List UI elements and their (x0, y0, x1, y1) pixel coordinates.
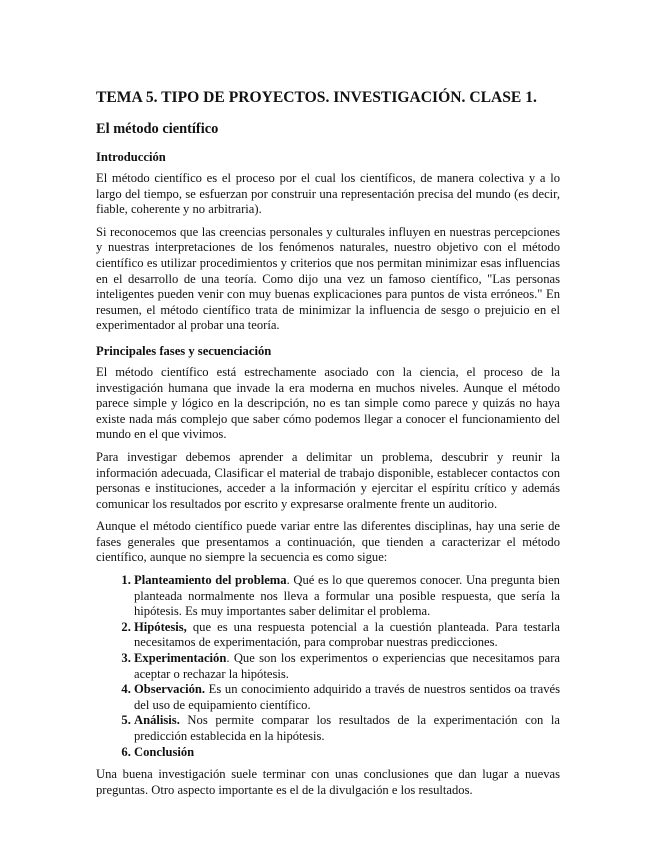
phases-paragraph-3: Aunque el método científico puede variar entre las diferentes disciplinas, hay una serie de fases generales que presentamos a continuación, que tienden a caracterizar el método científico, aunque no siempre la secuencia es como sigue: (96, 519, 560, 565)
step-text: que es una respuesta potencial a la cuestión planteada. Para testarla necesitamos de experimentación, para comprobar nuestras predicciones. (134, 619, 560, 650)
phases-list (96, 573, 560, 760)
step-text: Es un conocimiento adquirido a través de nuestros sentidos oa través del uso de equipamiento científico. (134, 682, 560, 712)
list-item (134, 651, 560, 682)
document-subtitle: El método científico (96, 121, 219, 137)
step-term: Observación. (134, 682, 206, 697)
list-item (134, 745, 560, 761)
step-term: Conclusión (134, 744, 195, 759)
section-heading-intro: Introducción (96, 150, 166, 164)
phases-paragraph-2: Para investigar debemos aprender a delimitar un problema, descubrir y reunir la información adecuada, Clasificar el material de trabajo disponible, establecer contactos con personas e instituciones, acceder a la información y ejercitar el espíritu crítico y además comunicar los resultados por escrito y expresarse oralmente frente un auditorio. (96, 449, 560, 511)
step-term: Experimentación (134, 651, 227, 666)
step-text: . Qué es lo que queremos conocer. Una pregunta bien planteada normalmente nos lleva a formular una posible respuesta, que sería la hipótesis. Es muy importantes saber delimitar el problema. (134, 573, 560, 619)
list-item (134, 620, 560, 651)
list-item (134, 713, 560, 744)
step-term: Análisis. (134, 713, 180, 728)
intro-paragraph-2: Si reconocemos que las creencias personales y culturales influyen en nuestras percepciones y nuestras interpretaciones de los fenómenos naturales, nuestro objetivo con el método científico es utilizar procedimientos y criterios que nos permitan minimizar esas influencias en el desarrollo de una teoría. Como dijo una vez un famoso científico, "Las personas inteligentes pueden venir con muy buenas explicaciones para puntos de vista erróneos." En resumen, el método científico trata de minimizar la influencia de sesgo o prejuicio en el experimentador al probar una teoría. (96, 224, 560, 333)
document-page (96, 88, 560, 805)
intro-paragraph-1: El método científico es el proceso por el cual los científicos, de manera colectiva y a lo largo del tiempo, se esfuerzan por construir una representación precisa del mundo (es decir, fiable, coherente y no arbitraria). (96, 171, 560, 217)
step-term: Planteamiento del problema (134, 573, 287, 588)
phases-paragraph-4: Una buena investigación suele terminar con unas conclusiones que dan lugar a nuevas preguntas. Otro aspecto importante es el de la divulgación e los resultados. (96, 767, 560, 797)
list-item (134, 682, 560, 713)
section-heading-phases: Principales fases y secuenciación (96, 343, 272, 358)
step-term: Hipótesis, (134, 619, 187, 634)
step-text: . Que son los experimentos o experiencias que necesitamos para aceptar o rechazar la hipótesis. (134, 651, 560, 681)
phases-paragraph-1: El método científico está estrechamente asociado con la ciencia, el proceso de la investigación humana que invade la era moderna en muchos niveles. Aunque el método parece simple y lógico en la descripción, no es tan simple como parece y quizás no haya existe nada más complejo que saber cómo podemos llegar a conocer el funcionamiento del mundo en el que vivimos. (96, 364, 560, 442)
step-text: Nos permite comparar los resultados de la experimentación con la predicción establecida en la hipótesis. (134, 713, 560, 743)
document-title: TEMA 5. TIPO DE PROYECTOS. INVESTIGACIÓN. CLASE 1. (96, 89, 537, 106)
list-item (134, 573, 560, 620)
